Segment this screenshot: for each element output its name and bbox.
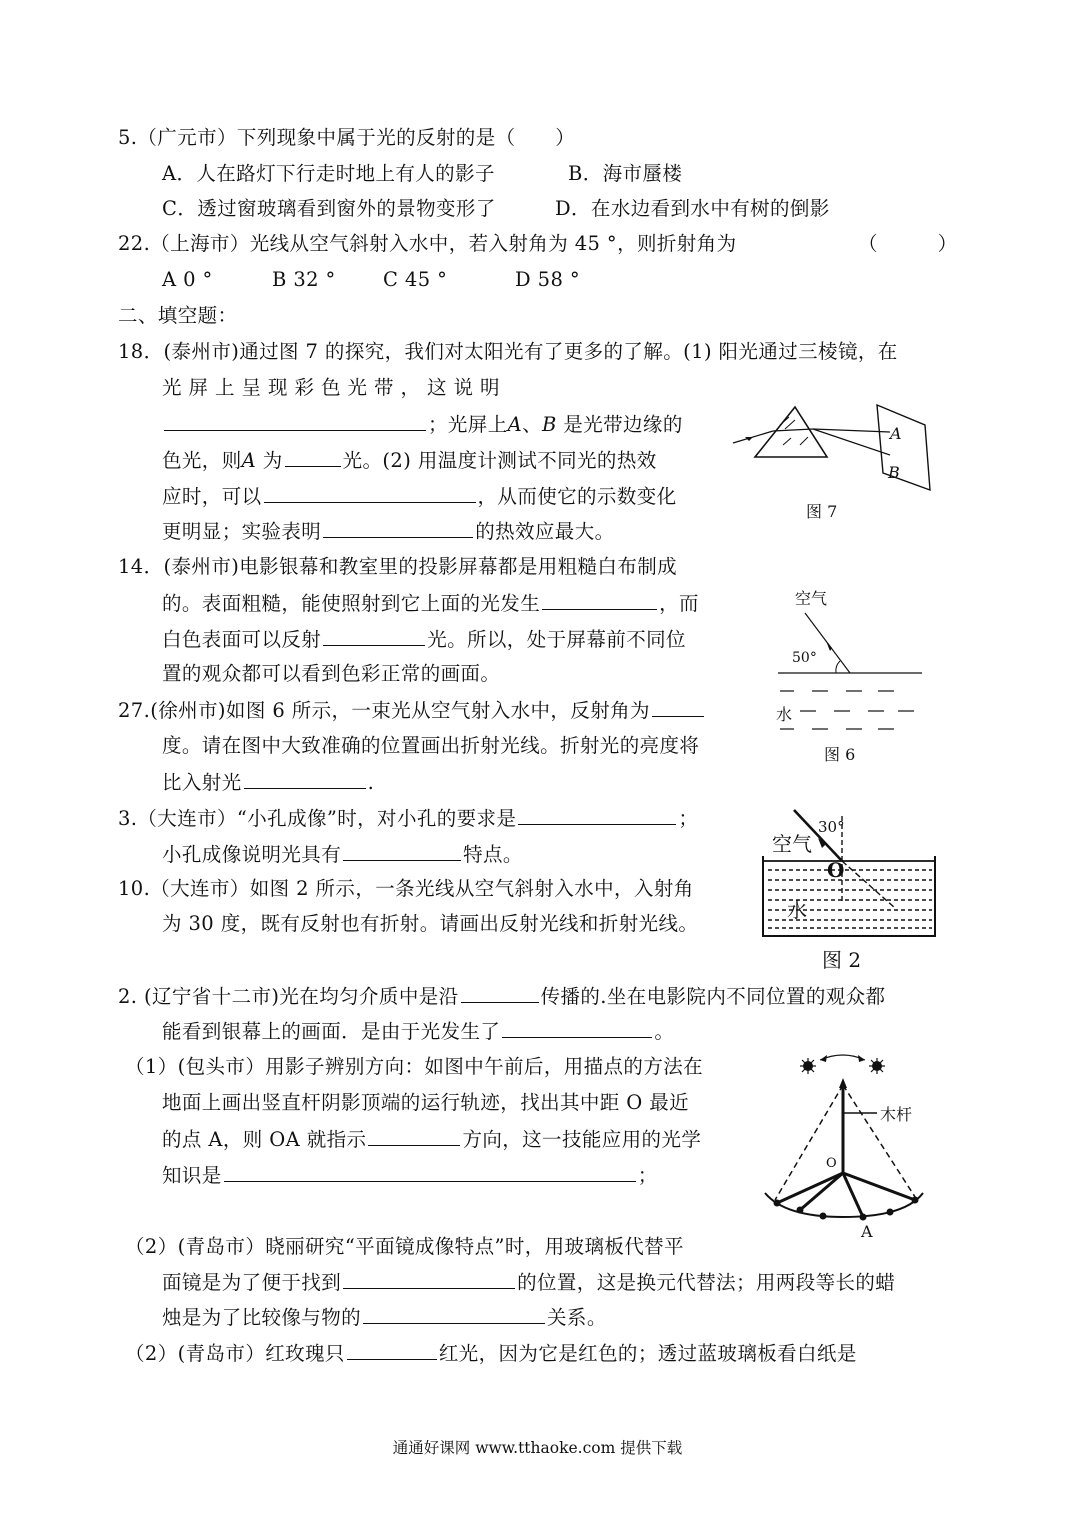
- q18-line-2: 光 屏 上 呈 现 彩 色 光 带 ， 这 说 明: [162, 376, 500, 399]
- pole-point-a-label: A: [861, 1222, 873, 1241]
- q18-line-5: 应时，可以 ，从而使它的示数变化: [162, 485, 677, 508]
- fig6-water-label: 水: [776, 705, 793, 724]
- fig2-point-o-label: O: [827, 858, 845, 882]
- q18-blank-2[interactable]: [285, 448, 341, 467]
- qingdao-mirror-line-2: 面镜是为了便于找到 的位置，这是换元代替法；用两段等长的蜡: [162, 1271, 896, 1294]
- q10-line-1: 10.（大连市）如图 2 所示，一条光线从空气斜射入水中，入射角: [118, 877, 694, 900]
- q18-line-6: 更明显；实验表明 的热效应最大。: [162, 520, 615, 543]
- baotou-line-1: （1）(包头市）用影子辨别方向：如图中午前后，用描点的方法在: [125, 1055, 704, 1078]
- q14-line-4: 置的观众都可以看到色彩正常的画面。: [162, 662, 501, 685]
- section-fill-in-heading: 二、填空题：: [118, 304, 238, 327]
- q2-blank-1[interactable]: [461, 984, 539, 1003]
- q14-line-3: 白色表面可以反射 光。所以，处于屏幕前不同位: [162, 628, 686, 651]
- q18-line-1: 18．(泰州市)通过图 7 的探究，我们对太阳光有了更多的了解。(1) 阳光通过三棱镜，在: [118, 340, 898, 363]
- q14-line-2: 的。表面粗糙，能使照射到它上面的光发生 ，而: [162, 592, 699, 615]
- q18-blank-4[interactable]: [323, 519, 473, 538]
- q2-line-1: 2. (辽宁省十二市)光在均匀介质中是沿 传播的.坐在电影院内不同位置的观众都: [118, 985, 886, 1008]
- shadow-pole-figure: [755, 1045, 945, 1230]
- q2-line-2: 能看到银幕上的画面．是由于光发生了 。: [162, 1020, 675, 1043]
- qingdao-mirror-blank-2[interactable]: [363, 1305, 545, 1324]
- q14-blank-1[interactable]: [542, 591, 657, 610]
- qingdao-mirror-line-1: （2）(青岛市）晓丽研究“平面镜成像特点”时，用玻璃板代替平: [125, 1235, 684, 1258]
- q22-stem: 22.（上海市）光线从空气斜射入水中，若入射角为 45 °，则折射角为: [118, 232, 737, 255]
- fig2-air-label: 空气: [772, 832, 812, 856]
- fig2-water-label: 水: [787, 898, 807, 922]
- qingdao-rose-line-1: （2）(青岛市）红玫瑰只 红光，因为它是红色的；透过蓝玻璃板看白纸是: [125, 1342, 857, 1365]
- q5-option-c: C．透过窗玻璃看到窗外的景物变形了: [162, 197, 496, 220]
- q5-option-b: B．海市蜃楼: [568, 162, 683, 185]
- q22-option-a: A 0 °: [162, 268, 213, 291]
- baotou-blank-2[interactable]: [224, 1163, 636, 1182]
- q10-line-2: 为 30 度，既有反射也有折射。请画出反射光线和折射光线。: [162, 912, 699, 935]
- qingdao-mirror-blank-1[interactable]: [343, 1270, 515, 1289]
- page-footer: 通通好课网 www.tthaoke.com 提供下载: [392, 1439, 683, 1457]
- q18-line-4: 色光，则A 为 光。(2) 用温度计测试不同光的热效: [162, 449, 657, 472]
- pole-point-o-label: O: [826, 1156, 837, 1171]
- q22-option-c: C 45 °: [383, 268, 448, 291]
- q27-line-3: 比入射光 .: [162, 771, 375, 794]
- fig7-caption: 图 7: [806, 502, 838, 521]
- fig6-caption: 图 6: [824, 745, 856, 764]
- baotou-line-3: 的点 A，则 OA 就指示 方向，这一技能应用的光学: [162, 1128, 702, 1151]
- q22-option-b: B 32 °: [272, 268, 336, 291]
- qingdao-mirror-line-3: 烛是为了比较像与物的 关系。: [162, 1306, 607, 1329]
- q3-blank-1[interactable]: [518, 806, 676, 825]
- fig6-angle-label: 50°: [792, 650, 817, 666]
- q5-option-d: D．在水边看到水中有树的倒影: [555, 197, 830, 220]
- baotou-line-2: 地面上画出竖直杆阴影顶端的运行轨迹，找出其中距 O 最近: [162, 1091, 690, 1114]
- q3-line-2: 小孔成像说明光具有 特点。: [162, 843, 523, 866]
- q22-answer-paren: （ ）: [858, 232, 958, 255]
- q3-blank-2[interactable]: [343, 842, 461, 861]
- fig7-label-a: A: [890, 424, 902, 443]
- prism-figure: [725, 395, 945, 505]
- qingdao-rose-blank-1[interactable]: [347, 1341, 437, 1360]
- q2-blank-2[interactable]: [502, 1019, 652, 1038]
- fig7-label-b: B: [888, 463, 900, 482]
- q18-blank-3[interactable]: [264, 484, 476, 503]
- q27-line-2: 度。请在图中大致准确的位置画出折射光线。折射光的亮度将: [162, 734, 700, 757]
- q5-stem: 5.（广元市）下列现象中属于光的反射的是（ ）: [118, 126, 576, 149]
- baotou-line-4: 知识是 ；: [162, 1164, 658, 1187]
- q14-blank-2[interactable]: [323, 627, 425, 646]
- fig2-angle-label: 30°: [818, 818, 845, 836]
- q22-option-d: D 58 °: [515, 268, 580, 291]
- q27-line-1: 27.(徐州市)如图 6 所示，一束光从空气射入水中，反射角为: [118, 698, 706, 723]
- q5-option-a: A．人在路灯下行走时地上有人的影子: [162, 162, 495, 185]
- q27-blank-2[interactable]: [244, 770, 366, 789]
- q18-line-3: ；光屏上A、B 是光带边缘的: [162, 412, 683, 437]
- baotou-blank-1[interactable]: [368, 1127, 460, 1146]
- q27-blank-1[interactable]: [652, 698, 704, 717]
- pole-label: 木杆: [880, 1105, 913, 1124]
- q3-line-1: 3.（大连市）“小孔成像”时，对小孔的要求是 ；: [118, 807, 699, 830]
- q18-blank-1[interactable]: [164, 412, 426, 431]
- fig6-air-label: 空气: [795, 589, 828, 608]
- fig2-caption: 图 2: [822, 948, 862, 972]
- q14-line-1: 14．(泰州市)电影银幕和教室里的投影屏幕都是用粗糙白布制成: [118, 555, 678, 578]
